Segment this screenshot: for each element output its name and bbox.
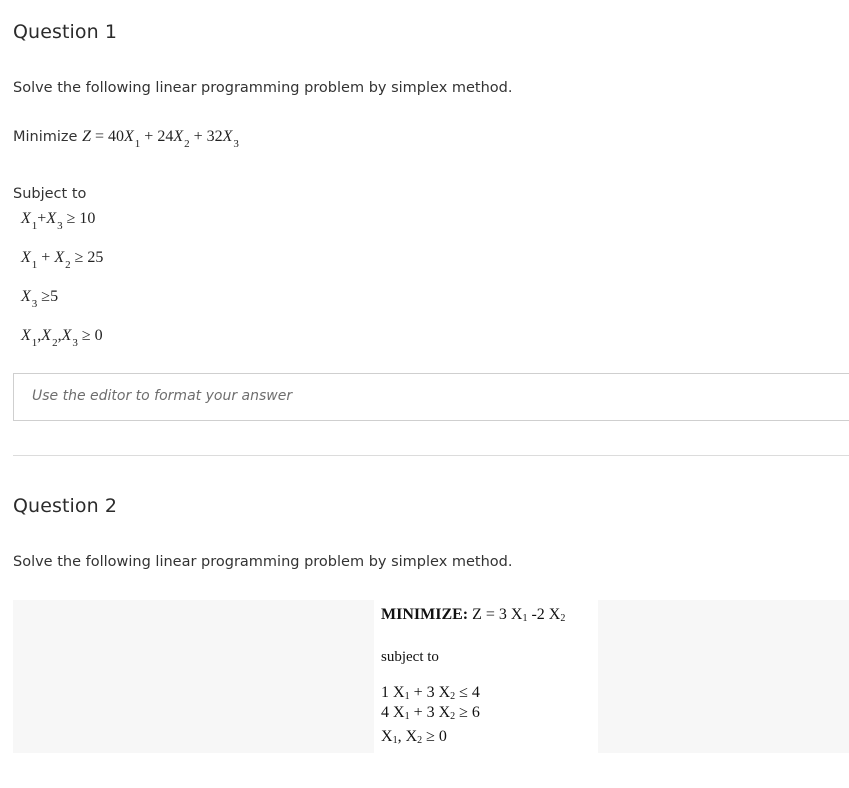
- question-2-image: [374, 600, 598, 753]
- subject-to-label: Subject to: [13, 186, 87, 202]
- answer-editor[interactable]: [13, 373, 849, 421]
- question-divider: [13, 455, 849, 456]
- q2-subject-to: subject to: [381, 649, 439, 665]
- q2-objective: MINIMIZE: Z = 3 $X_1$ -2 $X_2$: [381, 606, 566, 624]
- q2-nonnegativity: $X_1$, $X_2 \ge 0$: [381, 728, 447, 746]
- answer-placeholder: Use the editor to format your answer: [32, 388, 293, 404]
- constraint-3: $X_3 \ge 5$: [21, 288, 59, 310]
- objective-label: Minimize: [13, 129, 78, 145]
- constraint-2: $X_1 + X_2 \ge 25$: [21, 249, 104, 271]
- constraint-nonnegativity: $X_1,X_2,X_3 \ge 0$: [21, 327, 103, 349]
- constraint-1: $X_1+X_3 \ge 10$: [21, 210, 96, 232]
- question-2-image-panel: [13, 600, 849, 753]
- objective-expression: $Z = 40X_1 + 24X_2 + 32X_3$: [82, 128, 239, 150]
- q2-constraint-1: 1 $X_1 + 3$ $X_2 \le 4$: [381, 684, 480, 702]
- question-2-prompt: Solve the following linear programming problem by simplex method.: [13, 554, 513, 570]
- question-1-title: Question 1: [13, 21, 118, 43]
- q2-constraint-2: 4 $X_1 + 3$ $X_2 \ge 6$: [381, 704, 480, 722]
- objective-function: [13, 128, 239, 150]
- question-1-prompt: Solve the following linear programming problem by simplex method.: [13, 80, 513, 96]
- question-2-title: Question 2: [13, 495, 118, 517]
